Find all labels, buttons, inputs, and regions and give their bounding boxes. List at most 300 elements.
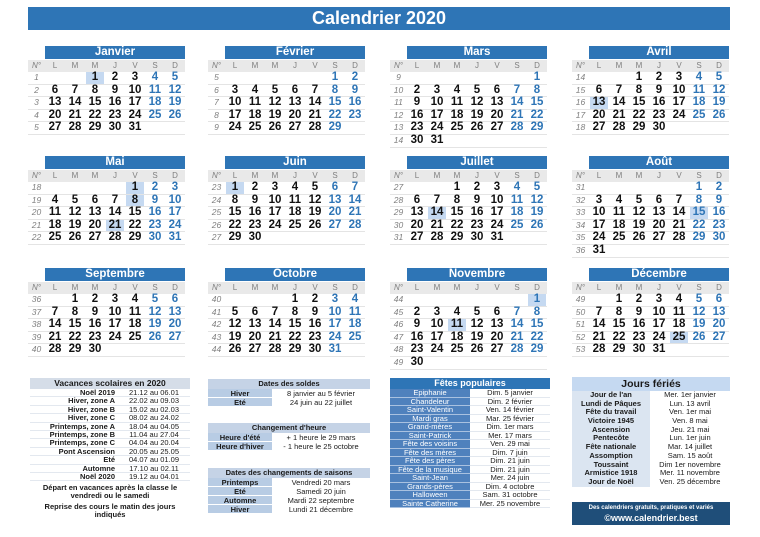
day-cell: 14 (268, 318, 282, 331)
day-cell: 14 (510, 318, 524, 331)
week-row (28, 72, 185, 85)
day-cell: 30 (410, 133, 424, 146)
season-row-value: Lundi 21 décembre (288, 505, 354, 514)
day-cell: 3 (231, 83, 239, 96)
day-cell: 17 (652, 318, 666, 331)
day-cell: 6 (655, 193, 663, 206)
week-row (572, 344, 729, 357)
school-holiday-row-value: 22.02 au 09.03 (128, 396, 180, 406)
empty-day-cell (45, 72, 65, 84)
day-cell: 8 (615, 305, 623, 318)
week-row (390, 97, 547, 110)
day-cell: 24 (672, 108, 686, 121)
week-row (208, 232, 365, 245)
week-number: 49 (393, 356, 404, 367)
week-number: 33 (575, 207, 586, 218)
day-cell: 23 (652, 108, 666, 121)
public-holiday-row-value: Dim 1er novembre (659, 459, 721, 469)
day-cell: 5 (695, 293, 703, 305)
day-cell: 14 (308, 96, 322, 109)
day-cell: 19 (308, 206, 322, 219)
day-cell: 9 (151, 193, 159, 206)
day-cell: 5 (635, 193, 643, 206)
weekday-label: L (414, 283, 420, 292)
season-row-value: Vendredi 20 mars (291, 478, 351, 487)
weekday-label: S (152, 283, 158, 292)
day-cell: 19 (530, 206, 544, 219)
week-row (28, 182, 185, 195)
day-cell: 21 (672, 218, 686, 231)
day-cell: 30 (308, 343, 322, 356)
day-cell: 28 (108, 231, 122, 244)
popular-day-row-value: Ven. 14 février (470, 406, 550, 415)
day-cell: 11 (248, 96, 262, 109)
weekday-label: J (475, 283, 479, 292)
month-name: Juin (225, 156, 365, 169)
empty-day-cell (669, 245, 689, 257)
weekday-label: M (635, 283, 643, 292)
week-number: 48 (393, 344, 404, 355)
weekday-label: M (635, 171, 643, 180)
departure-note: Départ en vacances après la classe le vendredi ou le samedi (42, 483, 178, 501)
day-cell: 5 (715, 71, 723, 83)
empty-day-cell (669, 344, 689, 356)
day-cell: 2 (473, 181, 481, 193)
day-cell: 7 (433, 193, 441, 206)
month-octobre (208, 268, 365, 357)
season-row (208, 487, 370, 496)
day-cell: 25 (288, 218, 302, 231)
week-number: 44 (393, 294, 404, 304)
day-cell: 5 (151, 293, 159, 305)
week-row (390, 232, 547, 245)
week-row (208, 182, 365, 195)
season-row (208, 478, 370, 487)
day-cell: 25 (510, 218, 524, 231)
day-cell: 5 (171, 71, 179, 83)
time-change-row (208, 433, 370, 442)
day-cell: 28 (510, 343, 524, 356)
empty-day-cell (487, 294, 507, 306)
week-row (208, 207, 365, 220)
empty-day-cell (105, 344, 125, 356)
day-cell: 27 (490, 121, 504, 134)
weekday-label: S (332, 61, 338, 70)
day-cell: 3 (493, 181, 501, 193)
school-holiday-row-value: 21.12 au 06.01 (128, 388, 180, 397)
empty-day-cell (225, 72, 245, 84)
empty-day-cell (649, 245, 669, 257)
school-holidays-title: Vacances scolaires en 2020 (30, 378, 190, 389)
empty-day-cell (145, 344, 165, 356)
day-cell: 25 (248, 121, 262, 134)
week-number: 50 (575, 306, 586, 317)
week-row (208, 319, 365, 332)
sales-title: Dates des soldes (208, 379, 370, 389)
day-cell: 22 (228, 218, 242, 231)
day-cell: 26 (470, 121, 484, 134)
empty-day-cell (245, 72, 265, 84)
weekday-label: S (514, 171, 520, 180)
day-cell: 16 (410, 330, 424, 343)
day-cell: 22 (612, 330, 626, 343)
week-row (572, 122, 729, 135)
weekday-label: S (152, 61, 158, 70)
empty-day-cell (689, 344, 709, 356)
weekday-label: V (132, 171, 138, 180)
day-cell: 15 (228, 206, 242, 219)
public-holiday-row-label: Pentecôte (572, 434, 650, 443)
holiday-day-cell: 1 (125, 182, 145, 194)
empty-day-cell (85, 182, 105, 194)
sales-row-value: 8 janvier au 5 février (287, 389, 355, 398)
season-row (208, 496, 370, 505)
month-name: Février (225, 46, 365, 59)
empty-day-cell (285, 72, 305, 84)
day-cell: 4 (251, 83, 259, 96)
popular-day-row-label: Grands-pères (390, 483, 470, 492)
week-number-label: N° (212, 171, 221, 180)
weekday-label: M (615, 61, 623, 70)
popular-day-row-label: Chandeleur (390, 398, 470, 407)
day-cell: 16 (652, 96, 666, 109)
weekday-label: M (91, 171, 99, 180)
day-cell: 6 (493, 83, 501, 96)
school-holiday-row-value: 04.07 au 01.09 (128, 455, 180, 465)
popular-day-row-value: Sam. 31 octobre (470, 491, 550, 500)
season-row-value: Samedi 20 juin (296, 487, 346, 496)
day-cell: 17 (430, 330, 444, 343)
empty-day-cell (265, 294, 285, 306)
weekday-label: M (91, 283, 99, 292)
public-holiday-row-value: Ven. 8 mai (672, 416, 708, 426)
school-holiday-row (30, 473, 190, 481)
week-number: 19 (31, 194, 42, 205)
day-cell: 8 (91, 83, 99, 96)
week-number-label: N° (576, 61, 585, 70)
day-cell: 7 (111, 193, 119, 206)
month-name: Mai (45, 156, 185, 169)
day-cell: 23 (632, 330, 646, 343)
week-row (390, 357, 547, 370)
week-number: 16 (575, 97, 586, 108)
month-novembre (390, 268, 547, 370)
empty-day-cell (709, 344, 729, 356)
week-number: 13 (393, 122, 404, 133)
empty-day-cell (669, 122, 689, 134)
website-link[interactable]: ©www.calendrier.best (604, 513, 698, 523)
day-cell: 16 (308, 318, 322, 331)
day-cell: 8 (331, 83, 339, 96)
day-cell: 12 (632, 206, 646, 219)
week-number: 5 (34, 122, 39, 133)
day-cell: 14 (68, 96, 82, 109)
day-cell: 9 (655, 83, 663, 96)
day-cell: 26 (470, 343, 484, 356)
week-row (572, 182, 729, 195)
week-number: 18 (575, 122, 586, 133)
day-cell: 28 (510, 121, 524, 134)
weekday-label: M (433, 283, 441, 292)
day-cell: 8 (533, 305, 541, 318)
day-cell: 10 (672, 83, 686, 96)
empty-day-cell (427, 357, 447, 369)
day-cell: 10 (328, 305, 342, 318)
weekday-header-row (572, 170, 729, 182)
day-cell: 6 (493, 305, 501, 318)
day-cell: 17 (228, 108, 242, 121)
popular-day-row-label: Saint-Patrick (390, 432, 470, 441)
day-cell: 17 (490, 206, 504, 219)
school-holiday-row-value: 18.04 au 04.05 (128, 421, 180, 431)
day-cell: 14 (48, 318, 62, 331)
day-cell: 26 (168, 108, 182, 121)
day-cell: 27 (490, 343, 504, 356)
weekday-label: J (113, 283, 117, 292)
day-cell: 8 (291, 305, 299, 318)
day-cell: 19 (168, 96, 182, 109)
public-holiday-row-value: Lun. 13 avril (669, 398, 711, 408)
popular-day-row-value: Dim. 21 juin (470, 457, 550, 466)
day-cell: 20 (248, 330, 262, 343)
day-cell: 7 (513, 83, 521, 96)
day-cell: 13 (88, 206, 102, 219)
weekday-label: V (676, 171, 682, 180)
public-holiday-row-label: Toussaint (572, 461, 650, 470)
school-holiday-row-label: Noël 2020 (79, 471, 115, 481)
empty-day-cell (427, 182, 447, 194)
day-cell: 4 (615, 193, 623, 206)
empty-day-cell (125, 344, 145, 356)
month-name: Août (589, 156, 729, 169)
day-cell: 17 (328, 318, 342, 331)
weekday-label: S (152, 171, 158, 180)
day-cell: 28 (268, 343, 282, 356)
week-row (390, 182, 547, 195)
day-cell: 20 (88, 218, 102, 231)
weekday-label: V (494, 283, 500, 292)
season-row (208, 505, 370, 514)
day-cell: 20 (592, 108, 606, 121)
day-cell: 17 (108, 318, 122, 331)
day-cell: 14 (510, 96, 524, 109)
school-holiday-row-label: Hiver, zone A (68, 396, 115, 406)
popular-day-row-label: Fête des mères (390, 449, 470, 458)
day-cell: 3 (655, 293, 663, 305)
day-cell: 4 (291, 181, 299, 193)
empty-day-cell (507, 357, 527, 369)
holiday-day-cell: 1 (527, 294, 547, 306)
day-cell: 12 (692, 305, 706, 318)
weekday-label: M (251, 171, 259, 180)
time-change-row-value: - 1 heure le 25 octobre (283, 442, 359, 451)
sales-row-label: Hiver (208, 389, 272, 398)
empty-day-cell (225, 294, 245, 306)
empty-day-cell (609, 245, 629, 257)
day-cell: 25 (692, 108, 706, 121)
day-cell: 6 (595, 83, 603, 96)
holiday-day-cell: 1 (225, 182, 245, 194)
school-holiday-row-label: Hiver, zone B (67, 404, 115, 414)
day-cell: 26 (712, 108, 726, 121)
day-cell: 31 (490, 231, 504, 244)
month-avril (572, 46, 729, 135)
empty-day-cell (245, 294, 265, 306)
day-cell: 29 (530, 343, 544, 356)
day-cell: 21 (510, 108, 524, 121)
day-cell: 22 (128, 218, 142, 231)
week-number: 46 (393, 319, 404, 330)
day-cell: 29 (692, 231, 706, 244)
day-cell: 13 (712, 305, 726, 318)
day-cell: 16 (148, 206, 162, 219)
day-cell: 3 (331, 293, 339, 305)
holiday-day-cell: 13 (589, 97, 609, 109)
week-number: 31 (575, 182, 586, 192)
week-number: 40 (211, 294, 222, 304)
day-cell: 2 (251, 181, 259, 193)
day-cell: 11 (128, 305, 142, 318)
weekday-label: J (113, 171, 117, 180)
popular-day-row-label: Halloween (390, 491, 470, 500)
week-number: 11 (394, 97, 403, 108)
holiday-day-cell: 15 (689, 207, 709, 219)
weekday-label: J (475, 61, 479, 70)
popular-day-row-label: Fête des voisins (390, 440, 470, 449)
time-change-panel (208, 423, 370, 451)
day-cell: 22 (632, 108, 646, 121)
day-cell: 3 (171, 181, 179, 193)
week-number: 6 (214, 84, 219, 95)
week-number: 3 (34, 97, 39, 108)
weekday-header-row (390, 170, 547, 182)
day-cell: 18 (450, 330, 464, 343)
day-cell: 12 (470, 96, 484, 109)
day-cell: 22 (692, 218, 706, 231)
day-cell: 2 (635, 293, 643, 305)
day-cell: 10 (652, 305, 666, 318)
week-number: 42 (211, 319, 222, 330)
popular-day-row-value: Dim. 21 juin (470, 466, 550, 475)
day-cell: 21 (430, 218, 444, 231)
week-number: 20 (31, 207, 42, 218)
holiday-day-cell: 21 (105, 220, 125, 232)
month-mars (390, 46, 547, 148)
weekday-label: S (696, 61, 702, 70)
day-cell: 24 (490, 218, 504, 231)
popular-day-row-label: Grand-mères (390, 423, 470, 432)
week-row (572, 319, 729, 332)
empty-day-cell (527, 135, 547, 147)
week-number: 30 (393, 219, 404, 230)
empty-day-cell (145, 122, 165, 134)
empty-day-cell (467, 135, 487, 147)
day-cell: 21 (612, 108, 626, 121)
weekday-label: L (232, 61, 238, 70)
day-cell: 9 (473, 193, 481, 206)
empty-day-cell (165, 344, 185, 356)
week-number: 9 (396, 72, 401, 82)
sales-rows (208, 389, 370, 407)
weekday-label: M (71, 61, 79, 70)
day-cell: 27 (48, 121, 62, 134)
school-holiday-row-label: Automne (82, 463, 115, 473)
empty-day-cell (589, 182, 609, 194)
day-cell: 26 (68, 231, 82, 244)
day-cell: 22 (288, 330, 302, 343)
day-cell: 27 (328, 218, 342, 231)
popular-day-row-value: Ven. 29 mai (470, 440, 550, 449)
school-holiday-row-label: Printemps, zone C (49, 438, 115, 448)
day-cell: 3 (131, 71, 139, 83)
day-cell: 12 (148, 305, 162, 318)
day-cell: 15 (288, 318, 302, 331)
weekday-label: D (172, 283, 178, 292)
day-cell: 1 (695, 181, 703, 193)
day-cell: 7 (513, 305, 521, 318)
week-number: 14 (575, 72, 586, 82)
weekday-header-row (390, 282, 547, 294)
day-cell: 31 (592, 243, 606, 256)
day-cell: 10 (228, 96, 242, 109)
day-cell: 5 (533, 181, 541, 193)
day-cell: 24 (430, 121, 444, 134)
day-cell: 29 (612, 343, 626, 356)
calendar-title: Calendrier 2020 (28, 7, 730, 30)
day-cell: 20 (712, 318, 726, 331)
weekday-label: D (352, 61, 358, 70)
day-cell: 22 (68, 330, 82, 343)
popular-day-row-value: Mer. 24 juin (470, 474, 550, 483)
public-holiday-row-label: Ascension (572, 426, 650, 435)
sales-panel (208, 379, 370, 407)
month-septembre (28, 268, 185, 357)
day-cell: 23 (470, 218, 484, 231)
weekday-label: M (453, 283, 461, 292)
day-cell: 22 (88, 108, 102, 121)
day-cell: 19 (470, 330, 484, 343)
weekday-header-row (28, 60, 185, 72)
month-name: Octobre (225, 268, 365, 281)
week-number: 41 (211, 306, 222, 317)
month-fevrier (208, 46, 365, 135)
day-cell: 3 (433, 83, 441, 96)
weekday-label: M (71, 283, 79, 292)
day-cell: 4 (51, 193, 59, 206)
day-cell: 18 (128, 318, 142, 331)
week-number: 12 (393, 109, 404, 120)
weekday-label: M (71, 171, 79, 180)
footer-banner (572, 502, 730, 525)
time-change-rows (208, 433, 370, 451)
day-cell: 22 (530, 330, 544, 343)
day-cell: 8 (71, 305, 79, 318)
empty-day-cell (527, 232, 547, 244)
day-cell: 30 (410, 355, 424, 368)
week-number: 47 (393, 331, 404, 342)
day-cell: 18 (612, 218, 626, 231)
day-cell: 2 (715, 181, 723, 193)
day-cell: 30 (88, 343, 102, 356)
day-cell: 9 (635, 305, 643, 318)
day-cell: 22 (450, 218, 464, 231)
day-cell: 28 (612, 121, 626, 134)
public-holiday-row-label: Jour de l'an (572, 391, 650, 400)
weekday-label: V (312, 61, 318, 70)
time-change-row-label: Heure d'hiver (208, 442, 272, 451)
weekday-label: V (494, 61, 500, 70)
day-cell: 4 (453, 305, 461, 318)
